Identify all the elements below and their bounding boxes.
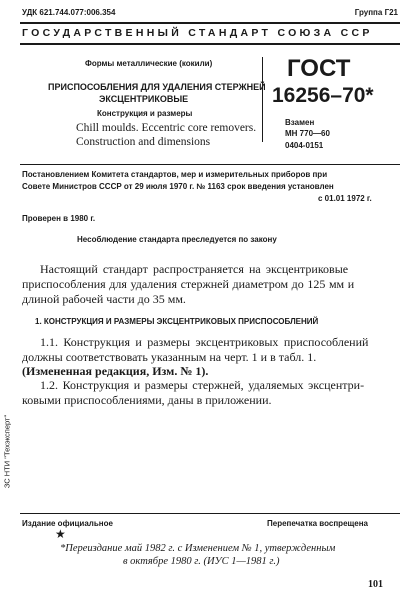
official-edition: Издание официальное [22, 519, 113, 528]
section1-p1-line1: 1.1. Конструкция и размеры эксцентриковых приспособлений [40, 335, 369, 349]
replaces-doc-2: 0404-0151 [285, 141, 324, 150]
title-divider [262, 57, 263, 142]
replaces-doc-1: МН 770—60 [285, 129, 330, 138]
english-title-line1: Chill moulds. Eccentric core removers. [76, 122, 257, 134]
section1-p1-line2: должны соответствовать указанным на черт. 1 и в табл. 1. [22, 350, 317, 364]
title-line1: ПРИСПОСОБЛЕНИЯ ДЛЯ УДАЛЕНИЯ СТЕРЖНЕЙ [48, 82, 266, 92]
resolution-line1: Постановлением Комитета стандартов, мер и измерительных приборов при [22, 170, 328, 179]
replaces-label: Взамен [285, 118, 315, 127]
resolution-line2: Совете Министров СССР от 29 июля 1970 г. № 1163 срок введения установлен [22, 182, 334, 191]
gost-label: ГОСТ [287, 55, 351, 82]
no-reprint-notice: Перепечатка воспрещена [267, 519, 368, 528]
udk-code: УДК 621.744.077:006.354 [22, 8, 116, 17]
title-line2: ЭКСЦЕНТРИКОВЫЕ [99, 94, 189, 104]
section1-p1-note: (Измененная редакция, Изм. № 1). [22, 364, 209, 378]
side-watermark: ЗС НТИ "Техэксперт" [2, 414, 12, 489]
gost-number: 16256–70* [272, 84, 374, 107]
top-rule [20, 22, 400, 24]
category-text: Формы металлические (кокили) [85, 59, 213, 68]
page-number: 101 [368, 579, 383, 590]
reissue-note-line2: в октябре 1980 г. (ИУС 1—1981 г.) [123, 556, 280, 567]
intro-line2: приспособления для удаления стержней диаметром до 125 мм и [22, 277, 355, 291]
title-block-rule [20, 164, 400, 165]
checked-year: Проверен в 1980 г. [22, 214, 96, 223]
section1-heading: 1. КОНСТРУКЦИЯ И РАЗМЕРЫ ЭКСЦЕНТРИКОВЫХ ПРИСПОСОБЛЕНИЙ [35, 317, 319, 326]
intro-line1: Настоящий стандарт распространяется на эксцентриковые [40, 262, 349, 276]
section1-p2-line1: 1.2. Конструкция и размеры стержней, удаляемых эксцентри- [40, 378, 365, 392]
group-code: Группа Г21 [354, 8, 398, 17]
star-mark: ★ [55, 527, 66, 541]
banner-rule [20, 43, 400, 45]
state-standard-banner: ГОСУДАРСТВЕННЫЙ СТАНДАРТ СОЮЗА ССР [22, 27, 373, 39]
intro-line3: длиной рабочей части до 35 мм. [22, 292, 186, 306]
section1-p2-line2: ковыми приспособлениями, даны в приложении. [22, 393, 272, 407]
reissue-note-line1: *Переиздание май 1982 г. с Изменением № 1, утвержденным [60, 543, 336, 554]
subtitle-text: Конструкция и размеры [97, 109, 193, 118]
penalty-notice: Несоблюдение стандарта преследуется по закону [77, 235, 277, 244]
resolution-date: с 01.01 1972 г. [318, 194, 372, 203]
footer-rule [20, 513, 400, 514]
english-title-line2: Construction and dimensions [76, 136, 211, 148]
